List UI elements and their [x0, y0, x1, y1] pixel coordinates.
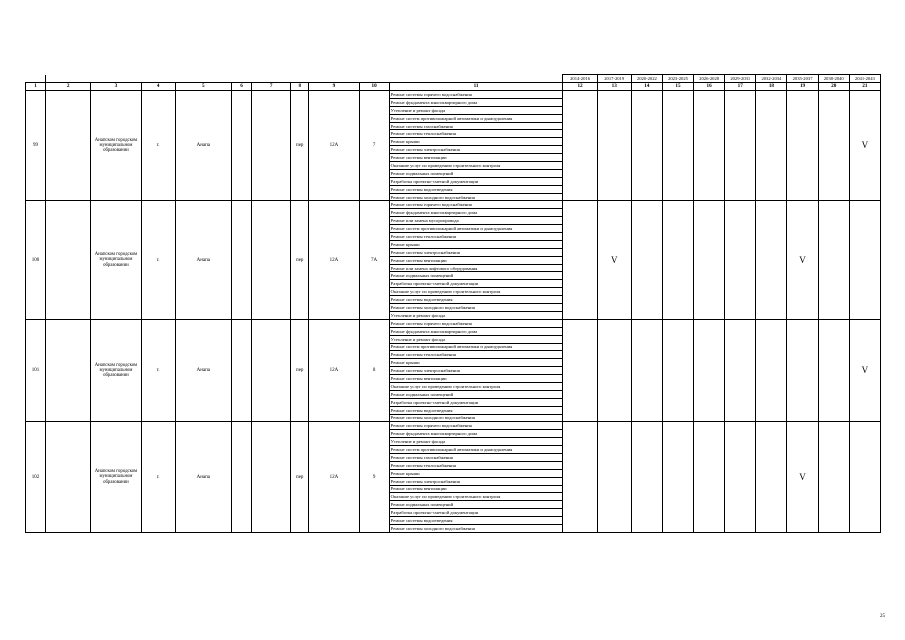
building-number-cell: 7А	[359, 201, 389, 319]
period-mark-cell: V	[597, 201, 631, 319]
work-item: Ремонт системы вентиляции	[389, 375, 563, 383]
period-mark-cell	[563, 201, 597, 319]
column-number-cell: 13	[597, 83, 631, 91]
table-row	[26, 201, 881, 209]
work-item: Ремонт системы холодного водоснабжения	[389, 414, 563, 422]
column-number-cell: 12	[563, 83, 597, 91]
work-item: Ремонт системы электроснабжения	[389, 146, 563, 154]
blank-cell	[252, 91, 291, 201]
column-number-cell: 21	[849, 83, 880, 91]
work-item: Ремонт системы вентиляции	[389, 154, 563, 162]
work-item: Разработка проектно-сметной документации	[389, 280, 563, 288]
table-row	[26, 422, 881, 430]
repair-schedule-table	[25, 74, 881, 533]
period-mark-cell	[563, 422, 597, 532]
column-number-cell: 15	[662, 83, 693, 91]
work-item: Ремонт системы горячего водоснабжения	[389, 201, 563, 209]
house-number-cell: 12А	[309, 201, 359, 319]
period-mark-cell	[563, 319, 597, 422]
work-item: Ремонт системы холодного водоснабжения	[389, 524, 563, 532]
blank-cell	[91, 75, 141, 83]
blank-cell	[26, 75, 46, 83]
work-item: Утепление и ремонт фасада	[389, 438, 563, 446]
period-mark-cell	[662, 91, 693, 201]
work-item: Ремонт системы водоотведения	[389, 406, 563, 414]
period-mark-cell	[694, 319, 725, 422]
work-item: Ремонт системы теплоснабжения	[389, 351, 563, 359]
record-number: 101	[26, 319, 46, 422]
work-item: Ремонт систем противопожарной автоматики и дымоудаления	[389, 343, 563, 351]
period-mark-cell	[631, 319, 662, 422]
work-item: Ремонт системы водоотведения	[389, 517, 563, 525]
period-mark-cell	[818, 422, 849, 532]
street-type-cell: пер	[291, 201, 309, 319]
work-item: Ремонт фундамента многоквартирного дома	[389, 430, 563, 438]
column-number-cell: 19	[787, 83, 818, 91]
work-item: Ремонт крыши	[389, 359, 563, 367]
work-item: Ремонт или замена лифтового оборудования	[389, 264, 563, 272]
column-number-cell: 10	[359, 83, 389, 91]
column-number-cell: 2	[46, 83, 91, 91]
locality-type-cell: г.	[141, 422, 175, 532]
work-item: Ремонт системы холодного водоснабжения	[389, 304, 563, 312]
period-mark-cell	[597, 422, 631, 532]
period-header-cell: 2020-2022	[631, 75, 662, 83]
locality-type-cell: г.	[141, 91, 175, 201]
period-mark-cell: V	[787, 422, 818, 532]
period-header-cell: 2041-2043	[849, 75, 880, 83]
locality-type-cell: г.	[141, 201, 175, 319]
blank-cell	[231, 91, 251, 201]
work-item: Ремонт системы вентиляции	[389, 485, 563, 493]
work-item: Ремонт системы электроснабжения	[389, 248, 563, 256]
period-header-cell: 2026-2028	[694, 75, 725, 83]
period-header-cell: 2023-2025	[662, 75, 693, 83]
period-mark-cell	[725, 201, 756, 319]
house-number-cell: 12А	[309, 319, 359, 422]
table-row	[26, 319, 881, 327]
column-number-cell: 8	[291, 83, 309, 91]
work-item: Ремонт системы теплоснабжения	[389, 130, 563, 138]
street-type-cell: пер	[291, 422, 309, 532]
work-item: Разработка проектно-сметной документации	[389, 177, 563, 185]
period-mark-cell	[597, 319, 631, 422]
locality-cell: Анапа	[175, 319, 231, 422]
column-number-cell: 18	[756, 83, 787, 91]
record-number: 102	[26, 422, 46, 532]
work-item: Ремонт крыши	[389, 240, 563, 248]
street-type-cell: пер	[291, 319, 309, 422]
building-number-cell: 9	[359, 422, 389, 532]
period-header-row	[26, 75, 881, 83]
period-mark-cell	[725, 319, 756, 422]
work-item: Ремонт системы горячего водоснабжения	[389, 422, 563, 430]
column-number-cell: 9	[309, 83, 359, 91]
work-item: Утепление и ремонт фасада	[389, 311, 563, 319]
period-mark-cell	[818, 201, 849, 319]
work-item: Ремонт систем противопожарной автоматики и дымоудаления	[389, 225, 563, 233]
column-number-row	[26, 83, 881, 91]
work-item: Ремонт подвальных помещений	[389, 169, 563, 177]
column-number-cell: 14	[631, 83, 662, 91]
column-number-cell: 7	[252, 83, 291, 91]
work-item: Оказание услуг по проведению строительного контроля	[389, 493, 563, 501]
work-item: Ремонт подвальных помещений	[389, 272, 563, 280]
column-number-cell: 3	[91, 83, 141, 91]
blank-cell	[359, 75, 389, 83]
building-number-cell: 7	[359, 91, 389, 201]
municipality-cell: Анапском городском муниципальном образовании	[91, 91, 141, 201]
work-item: Ремонт системы теплоснабжения	[389, 233, 563, 241]
blank-cell	[252, 422, 291, 532]
work-item: Ремонт систем противопожарной автоматики и дымоудаления	[389, 114, 563, 122]
work-item: Ремонт системы электроснабжения	[389, 367, 563, 375]
blank-cell	[46, 201, 91, 319]
work-item: Ремонт подвальных помещений	[389, 501, 563, 509]
blank-cell	[291, 75, 309, 83]
period-mark-cell	[849, 201, 880, 319]
work-item: Утепление и ремонт фасада	[389, 106, 563, 114]
period-header-cell: 2014-2016	[563, 75, 597, 83]
work-item: Утепление и ремонт фасада	[389, 335, 563, 343]
column-number-cell: 1	[26, 83, 46, 91]
column-number-cell: 5	[175, 83, 231, 91]
work-item: Ремонт систем противопожарной автоматики и дымоудаления	[389, 446, 563, 454]
period-mark-cell	[756, 319, 787, 422]
house-number-cell: 12А	[309, 91, 359, 201]
blank-cell	[46, 422, 91, 532]
work-item: Ремонт системы холодного водоснабжения	[389, 193, 563, 201]
work-item: Ремонт системы водоотведения	[389, 185, 563, 193]
record-number: 99	[26, 91, 46, 201]
blank-cell	[252, 201, 291, 319]
locality-cell: Анапа	[175, 422, 231, 532]
work-item: Ремонт крыши	[389, 469, 563, 477]
period-mark-cell	[662, 422, 693, 532]
column-number-cell: 16	[694, 83, 725, 91]
blank-cell	[46, 75, 91, 83]
column-number-cell: 4	[141, 83, 175, 91]
table-body	[26, 75, 881, 533]
period-mark-cell	[756, 201, 787, 319]
blank-cell	[252, 75, 291, 83]
work-item: Разработка проектно-сметной документации	[389, 509, 563, 517]
period-mark-cell	[818, 91, 849, 201]
period-mark-cell	[818, 319, 849, 422]
work-item: Ремонт фундамента многоквартирного дома	[389, 209, 563, 217]
period-header-cell: 2029-2031	[725, 75, 756, 83]
work-item: Ремонт системы газоснабжения	[389, 122, 563, 130]
record-number: 100	[26, 201, 46, 319]
blank-cell	[141, 75, 175, 83]
locality-type-cell: г.	[141, 319, 175, 422]
blank-cell	[231, 75, 251, 83]
work-item: Оказание услуг по проведению строительного контроля	[389, 382, 563, 390]
street-type-cell: пер	[291, 91, 309, 201]
work-item: Ремонт системы электроснабжения	[389, 477, 563, 485]
period-mark-cell	[756, 422, 787, 532]
blank-cell	[175, 75, 231, 83]
work-item: Ремонт фундамента многоквартирного дома	[389, 98, 563, 106]
building-number-cell: 8	[359, 319, 389, 422]
period-mark-cell	[662, 201, 693, 319]
period-mark-cell	[694, 201, 725, 319]
period-mark-cell: V	[849, 319, 880, 422]
period-header-cell: 2032-2034	[756, 75, 787, 83]
locality-cell: Анапа	[175, 201, 231, 319]
blank-cell	[231, 319, 251, 422]
period-header-cell: 2017-2019	[597, 75, 631, 83]
work-item: Ремонт системы горячего водоснабжения	[389, 319, 563, 327]
column-number-cell: 17	[725, 83, 756, 91]
table-row	[26, 91, 881, 99]
blank-cell	[46, 319, 91, 422]
house-number-cell: 12А	[309, 422, 359, 532]
blank-cell	[231, 201, 251, 319]
work-item: Разработка проектно-сметной документации	[389, 398, 563, 406]
column-number-cell: 11	[389, 83, 563, 91]
period-mark-cell	[631, 422, 662, 532]
blank-cell	[309, 75, 359, 83]
municipality-cell: Анапском городском муниципальном образовании	[91, 422, 141, 532]
page-number: 25	[880, 614, 885, 619]
work-item: Оказание услуг по проведению строительного контроля	[389, 162, 563, 170]
municipality-cell: Анапском городском муниципальном образовании	[91, 319, 141, 422]
blank-cell	[252, 319, 291, 422]
work-item: Ремонт крыши	[389, 138, 563, 146]
column-number-cell: 6	[231, 83, 251, 91]
column-number-cell: 20	[818, 83, 849, 91]
blank-cell	[231, 422, 251, 532]
work-item: Ремонт системы теплоснабжения	[389, 461, 563, 469]
locality-cell: Анапа	[175, 91, 231, 201]
municipality-cell: Анапском городском муниципальном образовании	[91, 201, 141, 319]
work-item: Ремонт системы горячего водоснабжения	[389, 91, 563, 99]
period-mark-cell	[725, 91, 756, 201]
work-item: Оказание услуг по проведению строительного контроля	[389, 288, 563, 296]
work-item: Ремонт системы водоотведения	[389, 296, 563, 304]
period-mark-cell	[849, 422, 880, 532]
period-mark-cell	[787, 91, 818, 201]
period-mark-cell	[756, 91, 787, 201]
work-item: Ремонт системы газоснабжения	[389, 453, 563, 461]
work-item: Ремонт подвальных помещений	[389, 390, 563, 398]
period-mark-cell: V	[787, 201, 818, 319]
work-item: Ремонт системы вентиляции	[389, 256, 563, 264]
blank-cell	[389, 75, 563, 83]
period-mark-cell	[694, 422, 725, 532]
period-mark-cell	[631, 201, 662, 319]
period-mark-cell	[597, 91, 631, 201]
period-mark-cell	[563, 91, 597, 201]
period-mark-cell: V	[849, 91, 880, 201]
period-mark-cell	[631, 91, 662, 201]
period-header-cell: 2035-2037	[787, 75, 818, 83]
work-item: Ремонт или замена мусоропровода	[389, 217, 563, 225]
period-mark-cell	[725, 422, 756, 532]
work-item: Ремонт фундамента многоквартирного дома	[389, 327, 563, 335]
period-mark-cell	[694, 91, 725, 201]
blank-cell	[46, 91, 91, 201]
period-mark-cell	[662, 319, 693, 422]
period-mark-cell	[787, 319, 818, 422]
period-header-cell: 2038-2040	[818, 75, 849, 83]
